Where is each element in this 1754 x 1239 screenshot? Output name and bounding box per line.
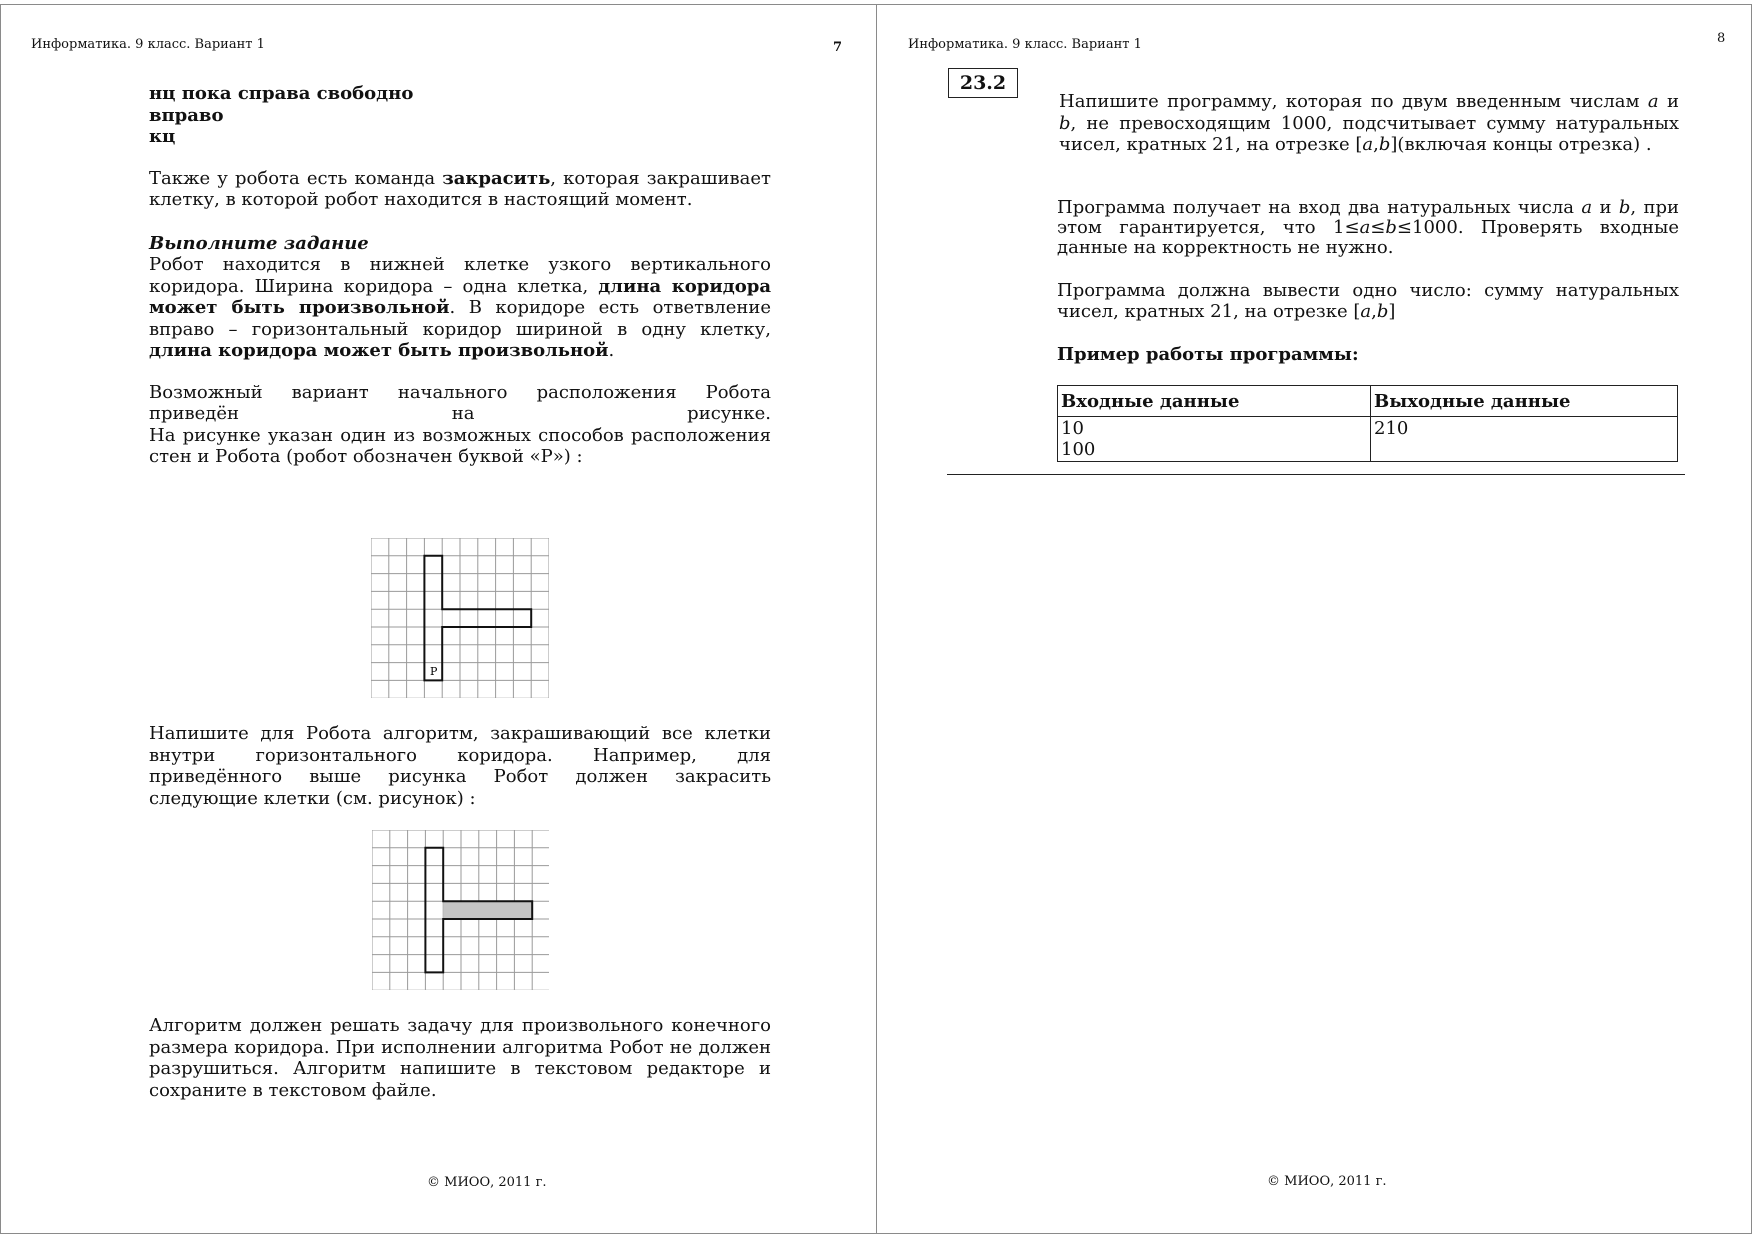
content-column	[149, 83, 771, 468]
code-line-3: кц	[149, 126, 176, 147]
paragraph-figure-intro: На рисунке указан один из возможных способов расположения стен и Робота (робот обозначен буквой «Р») :	[149, 424, 771, 467]
example-heading: Пример работы программы:	[1057, 344, 1359, 365]
figure-painted-cells	[372, 830, 549, 990]
input-description	[1057, 198, 1679, 258]
page-number: 8	[1717, 31, 1726, 46]
content-column-3	[149, 1015, 771, 1101]
input-line-1: 10	[1061, 418, 1084, 439]
paragraph-input: Программа получает на вход два натуральных числа a и b, при этом гарантируется, что 1≤a≤b≤1000. Проверять входные данные на корректность не нужно.	[1057, 197, 1679, 258]
figure-initial-position	[371, 538, 549, 698]
section-divider	[947, 474, 1685, 475]
input-line-2: 100	[1061, 439, 1096, 460]
paragraph-initial-position: Возможный вариант начального расположения Робота приведён на рисунке.	[149, 381, 771, 424]
table-row	[1058, 417, 1678, 462]
paragraph-algorithm-task: Напишите для Робота алгоритм, закрашивающий все клетки внутри горизонтального коридора. Например, для приведённого выше рисунка Робот должен закрасить следующие клетки (см. рисунок) :	[149, 723, 771, 809]
task-heading: Выполните задание	[149, 232, 369, 254]
page-7	[0, 4, 877, 1234]
task-number-box: 23.2	[948, 68, 1018, 98]
task-text	[1059, 91, 1679, 156]
table-header-input: Входные данные	[1058, 386, 1371, 417]
page-footer: © МИОО, 2011 г.	[427, 1175, 547, 1190]
table-cell-output: 210	[1371, 417, 1678, 462]
paragraph-requirements: Алгоритм должен решать задачу для произвольного конечного размера коридора. При исполнении алгоритма Робот не должен разрушиться. Алгоритм напишите в текстовом редакторе и сохраните в текстовом файле.	[149, 1015, 771, 1101]
page-8	[877, 4, 1752, 1234]
output-description	[1057, 280, 1679, 322]
painted-corridor-cells	[443, 901, 532, 919]
robot-marker: Р	[430, 665, 438, 678]
page-header: Информатика. 9 класс. Вариант 1	[31, 37, 265, 52]
page-footer: © МИОО, 2011 г.	[1267, 1174, 1387, 1189]
example-table	[1057, 385, 1678, 462]
paragraph-task-description: Робот находится в нижней клетке узкого вертикального коридора. Ширина коридора – одна клетка, длина коридора может быть произвольной. В коридоре есть ответвление вправо – горизонтальный коридор шириной в одну клетку, длина коридора может быть произвольной.	[149, 254, 772, 361]
paragraph-paint-command: Также у робота есть команда закрасить, которая закрашивает клетку, в которой робот находится в настоящий момент.	[149, 167, 771, 210]
code-line-2: вправо	[149, 104, 224, 126]
table-cell-input	[1058, 417, 1371, 462]
code-line-1: нц пока справа свободно	[149, 83, 414, 104]
page-number: 7	[833, 40, 843, 55]
content-column-2	[149, 723, 771, 809]
paragraph-output: Программа должна вывести одно число: сумму натуральных чисел, кратных 21, на отрезке [a,b]	[1057, 280, 1679, 322]
page-header: Информатика. 9 класс. Вариант 1	[908, 37, 1142, 52]
table-header-row	[1058, 386, 1678, 417]
paragraph-program-task: Напишите программу, которая по двум введенным числам a и b, не превосходящим 1000, подсчитывает сумму натуральных чисел, кратных 21, на отрезке [a,b](включая концы отрезка) .	[1059, 91, 1679, 155]
table-header-output: Выходные данные	[1371, 386, 1678, 417]
